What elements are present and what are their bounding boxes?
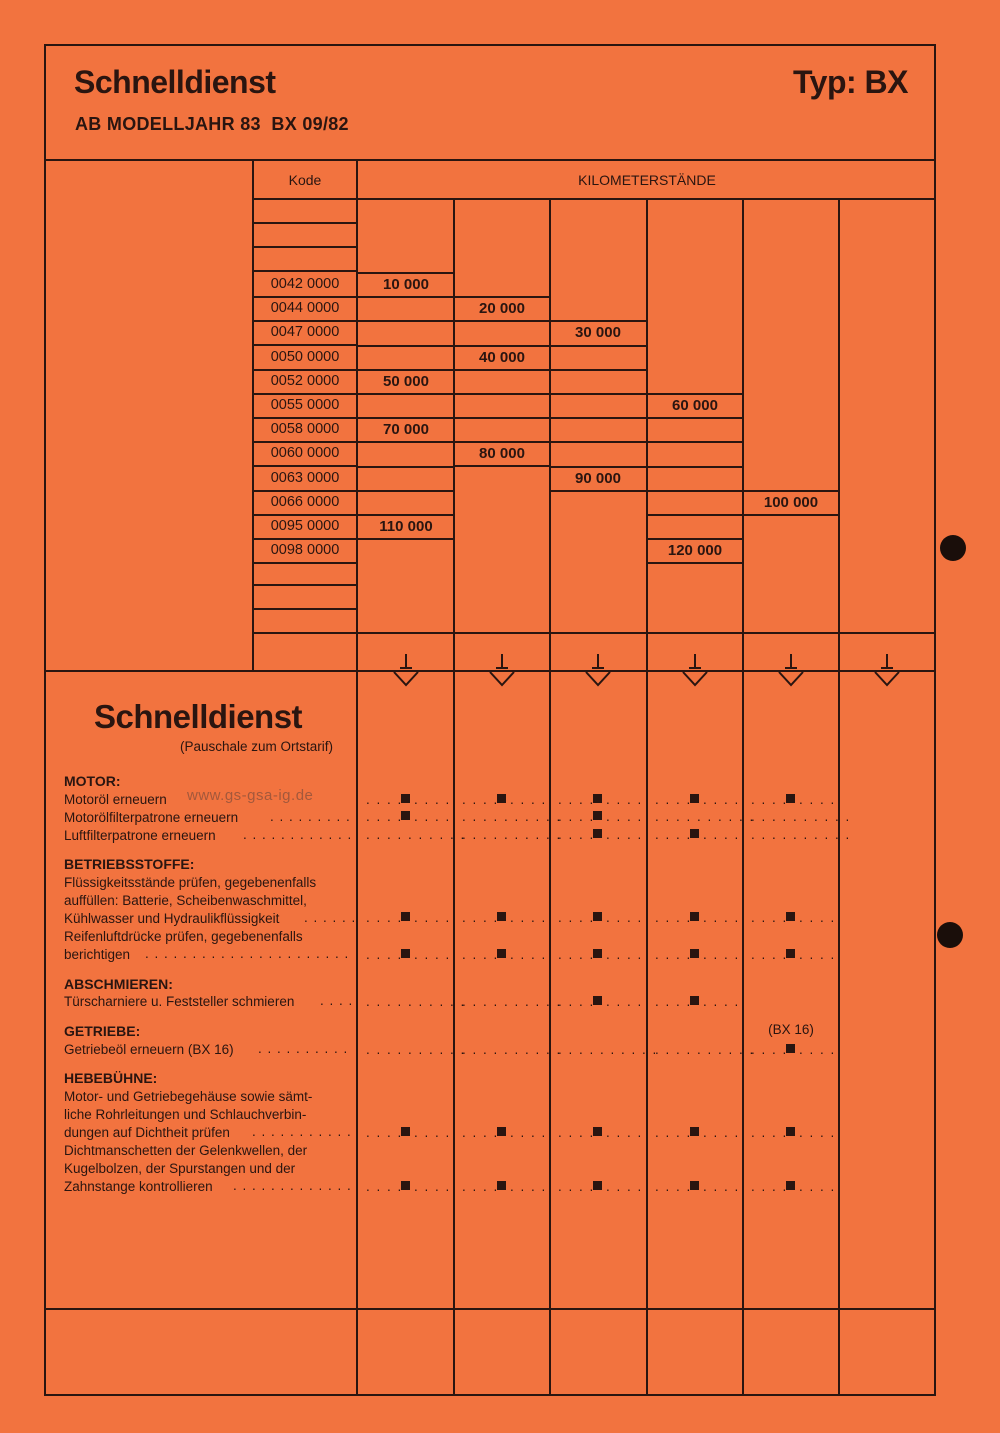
km-grid-line [454,345,551,347]
leader-dots: . . . . [703,1125,740,1140]
leader-dots: . . . . [366,809,403,824]
leader-dots: . . . . [655,1125,692,1140]
leader-dots: . . . . [414,809,451,824]
leader-dots: . . . . [703,1179,740,1194]
km-grid-line [550,417,647,419]
watermark: www.gs-gsa-ig.de [187,787,314,804]
leader-dots: . . . . [366,910,403,925]
down-arrow-icon [872,654,902,688]
km-grid-line [454,296,551,298]
leader-dots: . . . . [606,1179,643,1194]
item-heb-3: dungen auf Dichtheit prüfen [64,1125,230,1140]
km-col-2 [549,198,551,1396]
leader-dots: . . . . . . . . . . . . . [233,1178,352,1193]
leader-dots: . . . . [366,792,403,807]
km-grid-line [358,369,455,371]
leader-dots: . . . . . . . . . . [366,994,466,1009]
leader-dots: . . . . . . . . . . [366,827,466,842]
leader-dots: . . . . [799,1125,836,1140]
item-heb-5: Kugelbolzen, der Spurstangen und der [64,1161,296,1176]
header-divider [44,159,936,161]
kode-row-line [252,369,358,371]
kode-row-line [252,296,358,298]
leader-dots: . . . . [703,827,740,842]
leader-dots: . . . . [462,1125,499,1140]
km-grid-line [550,490,647,492]
leader-dots: . . . . . . [304,910,357,925]
leader-dots: . . . . . . . . . . [462,1042,562,1057]
leader-dots: . . . . [655,827,692,842]
service-title: Schnelldienst [94,698,303,735]
kode-row-line [252,538,358,540]
km-value: 40 000 [479,349,525,366]
leader-dots: . . . . [606,809,643,824]
leader-dots: . . . . . . . . . . . . . . . . . . . . . . [145,946,350,961]
km-grid-line [550,393,647,395]
leader-dots: . . . . [414,1179,451,1194]
section-betriebsstoffe: BETRIEBSSTOFFE: [64,856,195,872]
km-grid-line [358,296,455,298]
item-reifen-1: Reifenluftdrücke prüfen, gegebenenfalls [64,929,303,944]
kode-row-line [252,490,358,492]
leader-dots: . . . . [510,910,547,925]
km-grid-line [743,514,840,516]
leader-dots: . . . . [799,1042,836,1057]
kode-blank-line [252,270,358,272]
leader-dots: . . . . [366,1125,403,1140]
leader-dots: . . . . [703,947,740,962]
km-grid-line [358,490,455,492]
leader-dots: . . . . [414,1125,451,1140]
km-grid-line [358,466,455,468]
leader-dots: . . . . [558,1125,595,1140]
km-grid-line [647,490,744,492]
leader-dots: . . . . [655,994,692,1009]
km-grid-line [454,393,551,395]
down-arrow-icon [680,654,710,688]
leader-dots: . . . . . . . . . . [462,994,562,1009]
down-arrow-icon [776,654,806,688]
code-cell: 0055 0000 [270,397,340,413]
item-heb-2: liche Rohrleitungen und Schlauchverbin- [64,1107,307,1122]
leader-dots: . . . . [799,792,836,807]
km-grid-line [454,369,551,371]
km-grid-line [647,562,744,564]
kode-row-line [252,417,358,419]
kode-row-line [252,320,358,322]
km-grid-line [550,466,647,468]
kode-blank-line [252,584,358,586]
bx16-note: (BX 16) [768,1022,814,1037]
item-luftfilter: Luftfilterpatrone erneuern [64,828,216,843]
km-value: 70 000 [383,421,429,438]
km-value: 60 000 [672,397,718,414]
leader-dots: . . . . [703,994,740,1009]
leader-dots: . . . . [462,1179,499,1194]
leader-dots: . . . . [462,792,499,807]
km-col-5 [838,198,840,1396]
leader-dots: . . . . [510,1125,547,1140]
service-note: (Pauschale zum Ortstarif) [180,739,334,754]
code-cell: 0066 0000 [270,494,340,510]
km-value: 20 000 [479,300,525,317]
kode-row-line [252,441,358,443]
item-getriebeoel: Getriebeöl erneuern (BX 16) [64,1042,234,1057]
leader-dots: . . . . [655,792,692,807]
leader-dots: . . . . [751,792,788,807]
km-grid-line [358,441,455,443]
leader-dots: . . . . [558,1179,595,1194]
kode-blank-line [252,608,358,610]
item-fluessig-1: Flüssigkeitsstände prüfen, gegebenenfalls [64,875,317,890]
leader-dots: . . . . [320,993,354,1008]
leader-dots: . . . . [558,910,595,925]
leader-dots: . . . . [606,1125,643,1140]
leader-dots: . . . . [366,947,403,962]
km-grid-line [358,272,455,274]
leader-dots: . . . . [558,827,595,842]
leader-dots: . . . . . . . . . . [751,827,851,842]
section-motor: MOTOR: [64,773,121,789]
km-grid-line [358,393,455,395]
code-cell: 0042 0000 [270,276,340,292]
km-grid-line [454,417,551,419]
code-cell: 0052 0000 [270,373,340,389]
km-grid-line [647,538,744,540]
section-abschmieren: ABSCHMIEREN: [64,976,173,992]
leader-dots: . . . . [703,792,740,807]
km-header: KILOMETERSTÄNDE [578,172,716,188]
leader-dots: . . . . [462,947,499,962]
km-grid-line [358,514,455,516]
leader-dots: . . . . [606,947,643,962]
leader-dots: . . . . [462,910,499,925]
down-arrow-icon [391,654,421,688]
leader-dots: . . . . . . . . . . [558,1042,658,1057]
item-fluessig-2: auffüllen: Batterie, Scheibenwaschmittel, [64,893,307,908]
item-motoroel: Motoröl erneuern [64,792,167,807]
leader-dots: . . . . [751,1042,788,1057]
leader-dots: . . . . [414,947,451,962]
leader-dots: . . . . . . . . . . [462,809,562,824]
leader-dots: . . . . [606,910,643,925]
item-filterpatrone: Motorölfilterpatrone erneuern [64,810,239,825]
section-getriebe: GETRIEBE: [64,1023,141,1039]
leader-dots: . . . . . . . . . . [462,827,562,842]
leader-dots: . . . . [655,947,692,962]
km-col-3 [646,198,648,1396]
leader-dots: . . . . [606,792,643,807]
leader-dots: . . . . [655,910,692,925]
item-fluessig-3: Kühlwasser und Hydraulikflüssigkeit [64,911,280,926]
down-arrow-icon [487,654,517,688]
leader-dots: . . . . . . . . . . [655,1042,755,1057]
leader-dots: . . . . [799,947,836,962]
punch-hole-top [940,535,966,561]
leader-dots: . . . . . . . . . . . [252,1124,352,1139]
frame-top [44,44,936,46]
km-value: 100 000 [763,494,819,511]
km-col-4 [742,198,744,1396]
leader-dots: . . . . . . . . . . [258,1041,349,1056]
leader-dots: . . . . [414,910,451,925]
kode-row-line [252,344,358,346]
leader-dots: . . . . [510,1179,547,1194]
item-heb-1: Motor- und Getriebegehäuse sowie sämt- [64,1089,313,1104]
kode-header: Kode [288,172,322,188]
page-title: Schnelldienst [74,64,276,100]
leader-dots: . . . . [751,1125,788,1140]
leader-dots: . . . . [414,792,451,807]
km-grid-line [550,369,647,371]
code-cell: 0058 0000 [270,421,340,437]
kode-row-line [252,393,358,395]
leader-dots: . . . . [558,947,595,962]
km-grid-line [550,345,647,347]
km-grid-line [550,441,647,443]
km-grid-line [358,345,455,347]
punch-hole-bottom [937,922,963,948]
leader-dots: . . . . [751,910,788,925]
km-value: 90 000 [575,470,621,487]
km-grid-line [647,441,744,443]
km-grid-line [454,465,551,467]
km-value: 50 000 [383,373,429,390]
code-cell: 0063 0000 [270,470,340,486]
frame-right [934,44,936,1396]
footer-line [44,1308,936,1310]
leader-dots: . . . . [606,994,643,1009]
leader-dots: . . . . [703,910,740,925]
km-value: 10 000 [383,276,429,293]
code-cell: 0050 0000 [270,349,340,365]
km-value: 120 000 [667,542,723,559]
item-heb-4: Dichtmanschetten der Gelenkwellen, der [64,1143,308,1158]
section-hebebuehne: HEBEBÜHNE: [64,1070,158,1086]
table-header-divider [252,198,936,200]
leader-dots: . . . . [751,1179,788,1194]
leader-dots: . . . . . . . . . . [270,809,361,824]
item-reifen-2: berichtigen [64,947,131,962]
km-grid-line [647,393,744,395]
kode-row-line [252,562,358,564]
km-grid-line [647,466,744,468]
km-value: 80 000 [479,445,525,462]
item-tuer: Türscharniere u. Feststeller schmieren [64,994,295,1009]
kode-row-line [252,514,358,516]
kode-row-line [252,465,358,467]
frame-bottom [44,1394,936,1396]
leader-dots: . . . . [655,1179,692,1194]
item-heb-6: Zahnstange kontrollieren [64,1179,213,1194]
code-cell: 0098 0000 [270,542,340,558]
leader-dots: . . . . . . . . . . [366,1042,466,1057]
type-label: Typ: BX [792,64,908,100]
leader-dots: . . . . [558,792,595,807]
km-value: 30 000 [575,324,621,341]
km-value: 110 000 [379,518,433,535]
kode-blank-line [252,222,358,224]
km-grid-line [358,417,455,419]
down-arrow-icon [583,654,613,688]
km-grid-line [647,514,744,516]
leader-dots: . . . . [510,947,547,962]
km-grid-line [358,320,455,322]
kode-blank-line [252,246,358,248]
leader-dots: . . . . [558,994,595,1009]
km-grid-line [743,490,840,492]
leader-dots: . . . . . . . . . . [655,809,755,824]
code-cell: 0095 0000 [270,518,340,534]
code-cell: 0060 0000 [270,445,340,461]
frame-left [44,44,46,1396]
kode-col-left [252,160,254,672]
leader-dots: . . . . [799,910,836,925]
km-grid-line [358,538,455,540]
leader-dots: . . . . [751,947,788,962]
table-lower-line [252,632,936,634]
leader-dots: . . . . [366,1179,403,1194]
km-grid-line [454,320,551,322]
leader-dots: . . . . [606,827,643,842]
page-subtitle: AB MODELLJAHR 83 BX 09/82 [75,114,349,134]
leader-dots: . . . . [558,809,595,824]
code-cell: 0047 0000 [270,324,340,340]
leader-dots: . . . . [799,1179,836,1194]
code-cell: 0044 0000 [270,300,340,316]
km-grid-line [550,320,647,322]
leader-dots: . . . . . . . . . . [751,809,851,824]
km-grid-line [454,441,551,443]
km-grid-line [647,417,744,419]
leader-dots: . . . . . . . . . . . . [243,827,353,842]
leader-dots: . . . . [510,792,547,807]
